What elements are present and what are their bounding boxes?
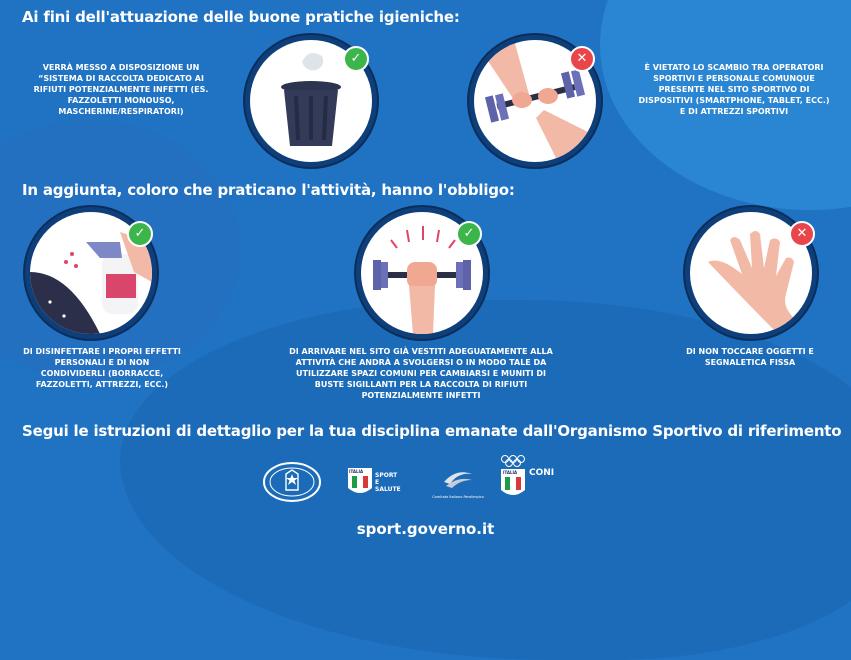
sport-e-salute-logo	[348, 468, 401, 502]
item-caption: DI DISINFETTARE I PROPRI EFFETTI PERSONALI E DI NON CONDIVIDERLI (BORRACCE, FAZZOLETTI, ATTREZZI, ECC.)	[23, 347, 181, 389]
coni-shield-icon	[499, 454, 527, 500]
item-caption: DI NON TOCCARE OGGETTI E SEGNALETICA FISSA	[686, 347, 814, 367]
check-icon: ✓	[127, 221, 153, 247]
sport-salute-label: SPORT E SALUTE	[375, 472, 401, 493]
coni-label: CONI	[529, 468, 555, 478]
site-url-link[interactable]: sport.governo.it	[356, 520, 495, 538]
check-icon: ✓	[343, 46, 369, 72]
paralympic-swoosh-icon	[438, 464, 478, 494]
repubblica-italiana-emblem	[262, 462, 322, 502]
cross-icon: ✕	[569, 46, 595, 72]
paralimpico-label: Comitato Italiano Paralimpico	[432, 495, 484, 499]
comitato-paralimpico-logo	[432, 464, 484, 504]
check-icon: ✓	[456, 221, 482, 247]
hygiene-heading: Ai fini dell'attuazione delle buone pratiche igieniche:	[22, 8, 460, 26]
footer-instruction: Segui le istruzioni di dettaglio per la tua disciplina emanate dall'Organismo Sportivo di riferimento	[22, 422, 842, 440]
italia-label: ITALIA	[503, 470, 518, 475]
item-caption: È VIETATO LO SCAMBIO TRA OPERATORI SPORTIVI E PERSONALE COMUNQUE PRESENTE NEL SITO SPORTIVO DI DISPOSITIVI (SMARTPHONE, TABLET, ECC.) E DI ATTREZZI SPORTIVI	[638, 63, 830, 116]
obligations-heading: In aggiunta, coloro che praticano l'attività, hanno l'obbligo:	[22, 181, 515, 199]
item-caption: VERRÀ MESSO A DISPOSIZIONE UN “SISTEMA DI RACCOLTA DEDICATO AI RIFIUTI POTENZIALMENTE INFETTI (ES. FAZZOLETTI MONOUSO, MASCHERINE/RESPIRATORI)	[33, 63, 209, 116]
item-caption: DI ARRIVARE NEL SITO GIÀ VESTITI ADEGUATAMENTE ALLA ATTIVITÀ CHE ANDRÀ A SVOLGERSI O IN MODO TALE DA UTILIZZARE SPAZI COMUNI PER CAMBIARSI E MUNITI DI BUSTE SIGILLANTI PER LA RACCOLTA DI RIFIUTI POTENZIALMENTE INFETTI	[289, 347, 553, 400]
coni-logo	[499, 454, 555, 504]
italia-label: ITALIA	[349, 469, 364, 474]
cross-icon: ✕	[789, 221, 815, 247]
